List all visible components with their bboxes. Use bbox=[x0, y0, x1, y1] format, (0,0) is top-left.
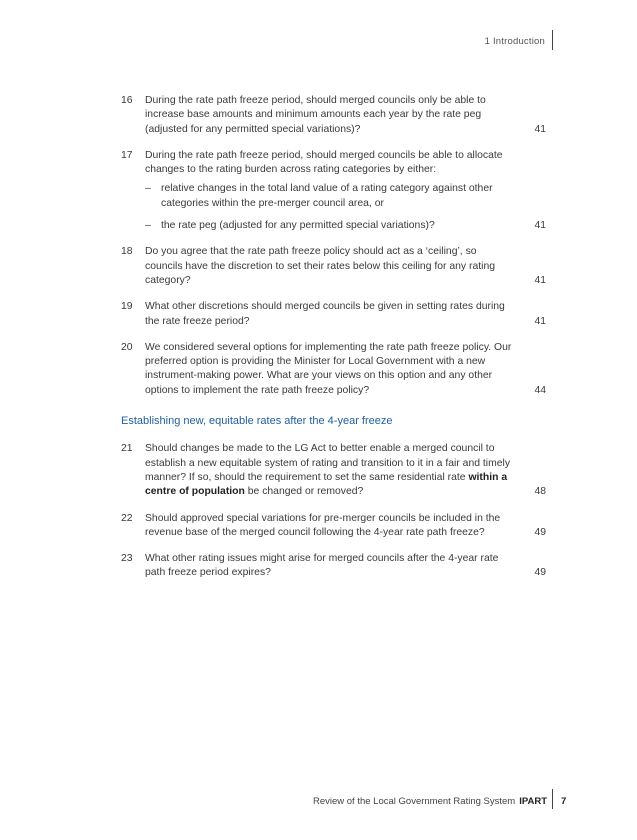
page-reference: 41 bbox=[534, 274, 546, 286]
question-number: 17 bbox=[121, 149, 133, 161]
question-number: 22 bbox=[121, 512, 133, 524]
section-heading: Establishing new, equitable rates after the 4-year freeze bbox=[121, 415, 393, 428]
question-text: What other rating issues might arise for merged councils after the 4-year rate path freeze period expires? bbox=[145, 553, 499, 579]
question-text: During the rate path freeze period, should merged councils be able to allocate changes to the rating burden across rating categories by either: bbox=[145, 149, 503, 176]
question-number: 23 bbox=[121, 553, 133, 565]
question-17 bbox=[121, 149, 546, 233]
option-item bbox=[145, 182, 516, 211]
question-text bbox=[145, 443, 510, 497]
page-reference: 48 bbox=[534, 486, 546, 498]
footer-title: Review of the Local Government Rating System bbox=[312, 796, 516, 807]
dash-bullet: – bbox=[145, 220, 151, 232]
question-text: What other discretions should merged councils be given in setting rates during the rate freeze period? bbox=[145, 301, 505, 327]
option-list bbox=[145, 182, 516, 233]
question-18 bbox=[121, 245, 546, 288]
header-divider bbox=[552, 30, 553, 50]
question-text: Should approved special variations for pre-merger councils be included in the revenue base of the merged council following the 4-year rate path freeze? bbox=[145, 512, 501, 538]
question-list bbox=[121, 94, 546, 593]
page-reference: 49 bbox=[534, 526, 546, 538]
question-text-part: be changed or removed? bbox=[244, 486, 364, 498]
emphasis-text: within a centre of population bbox=[145, 471, 508, 498]
running-header: 1 Introduction bbox=[484, 36, 545, 47]
dash-bullet: – bbox=[145, 183, 151, 195]
question-23 bbox=[121, 552, 546, 581]
question-number: 18 bbox=[121, 246, 133, 258]
option-text: relative changes in the total land value of a rating category against other categories within the pre-merger council area, or bbox=[161, 183, 493, 209]
footer-brand: IPART bbox=[519, 796, 547, 807]
question-text: We considered several options for implementing the rate path freeze policy. Our preferred option is providing the Minister for Local Government with a new instrument-making power. What are your views on this option and any other options to implement the rate path freeze policy? bbox=[145, 341, 512, 396]
running-footer bbox=[313, 796, 547, 807]
question-text: Do you agree that the rate path freeze policy should act as a ‘ceiling’, so councils have the discretion to set their rates below this ceiling for any rating category? bbox=[145, 246, 495, 286]
page-reference: 41 bbox=[534, 220, 546, 232]
question-number: 20 bbox=[121, 341, 133, 353]
option-text: the rate peg (adjusted for any permitted special variations)? bbox=[161, 220, 435, 232]
question-number: 21 bbox=[121, 443, 133, 455]
question-19 bbox=[121, 300, 546, 329]
question-text-part: Should changes be made to the LG Act to better enable a merged council to establish a new equitable system of rating and transition to it in a fair and timely manner? If so, should the requirement to set the same residential rate bbox=[145, 443, 511, 483]
question-22 bbox=[121, 512, 546, 541]
question-text: During the rate path freeze period, should merged councils only be able to increase base amounts and minimum amounts each year by the rate peg (adjusted for any permitted special variations)? bbox=[145, 95, 486, 135]
page-reference: 44 bbox=[534, 384, 546, 396]
question-number: 19 bbox=[121, 301, 133, 313]
question-16 bbox=[121, 94, 546, 137]
page-number: 7 bbox=[561, 796, 567, 807]
option-item bbox=[145, 219, 516, 233]
page-reference: 41 bbox=[534, 315, 546, 327]
page-reference: 49 bbox=[534, 567, 546, 579]
question-number: 16 bbox=[121, 95, 133, 106]
question-20 bbox=[121, 341, 546, 398]
page-reference: 41 bbox=[534, 123, 546, 135]
question-21 bbox=[121, 442, 546, 499]
footer-divider bbox=[552, 789, 553, 809]
